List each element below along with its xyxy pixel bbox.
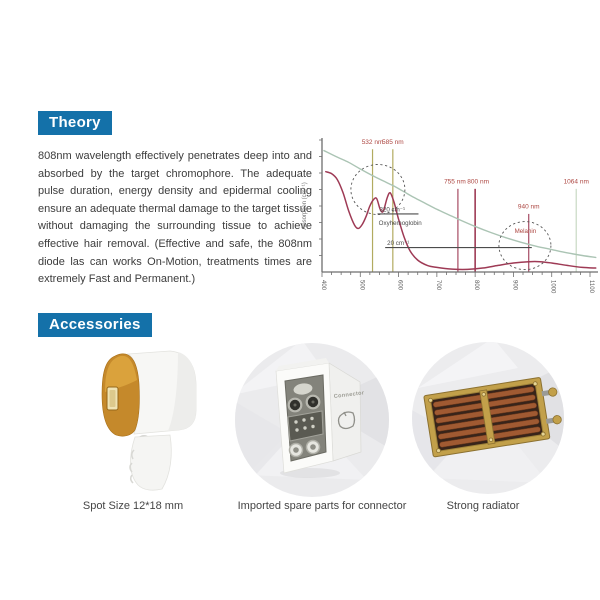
connector-socket-pin bbox=[312, 401, 315, 404]
connector-caption: Imported spare parts for connector bbox=[237, 500, 407, 512]
reference-line-label: 20 cm⁻¹ bbox=[387, 240, 410, 248]
x-tick-label: 900 bbox=[511, 280, 518, 291]
wavelength-marker-label: 755 nm bbox=[444, 178, 466, 186]
theory-paragraph: 808nm wavelength effectively penetrates deep into and absorbed by the target chromophore. The adequate pulse duration, energy density and epidermal cooling ensure an adequate thermal damage to the target tissue without damaging the surrounding tissue to achieve effective hair removal. (Effective and safe, the 808nm diode las can works On-Motion, treatments times are extremely Fast and Permanent.) bbox=[38, 150, 312, 286]
connector-socket-pin bbox=[294, 404, 297, 407]
reference-line-label: 320 cm⁻¹ bbox=[379, 206, 406, 214]
curve-melanin bbox=[324, 151, 596, 258]
absorption-chart-svg bbox=[296, 130, 600, 305]
connector-plug-core bbox=[310, 444, 316, 450]
chart-annotation: Melanin bbox=[514, 228, 537, 236]
connector-parts-image bbox=[232, 340, 392, 500]
handpiece-aperture-glass bbox=[110, 390, 116, 407]
wavelength-marker-label: 532 nm bbox=[361, 138, 384, 146]
connector-side-text: Connector bbox=[333, 390, 365, 400]
x-tick-label: 1000 bbox=[549, 280, 556, 294]
connector-plug-core bbox=[293, 447, 299, 453]
radiator-image bbox=[408, 338, 568, 498]
wavelength-marker-label: 1064 nm bbox=[563, 178, 589, 186]
x-tick-label: 1100 bbox=[588, 280, 594, 293]
x-tick-label: 400 bbox=[320, 280, 326, 291]
absorption-spectra-chart bbox=[296, 130, 600, 305]
wavelength-marker-label: 940 nm bbox=[517, 203, 540, 211]
handpiece-handle bbox=[130, 435, 171, 490]
radiator-caption: Strong radiator bbox=[446, 500, 520, 512]
y-axis-label: Absorption (cm⁻¹) bbox=[302, 182, 308, 230]
wavelength-marker-label: 800 nm bbox=[467, 178, 489, 186]
theory-section-badge: Theory bbox=[38, 111, 112, 135]
chart-annotation: Oxyhemoglobin bbox=[378, 220, 422, 228]
x-tick-label: 500 bbox=[358, 280, 365, 291]
handpiece-caption: Spot Size 12*18 mm bbox=[82, 500, 184, 512]
wavelength-marker-label: 585 nm bbox=[381, 138, 404, 146]
x-tick-label: 800 bbox=[473, 280, 480, 291]
accessories-section-badge: Accessories bbox=[38, 313, 152, 337]
x-tick-label: 700 bbox=[434, 280, 441, 291]
laser-handpiece-image bbox=[78, 342, 228, 492]
x-tick-label: 600 bbox=[396, 280, 403, 291]
dashed-highlight-circle bbox=[351, 165, 405, 215]
